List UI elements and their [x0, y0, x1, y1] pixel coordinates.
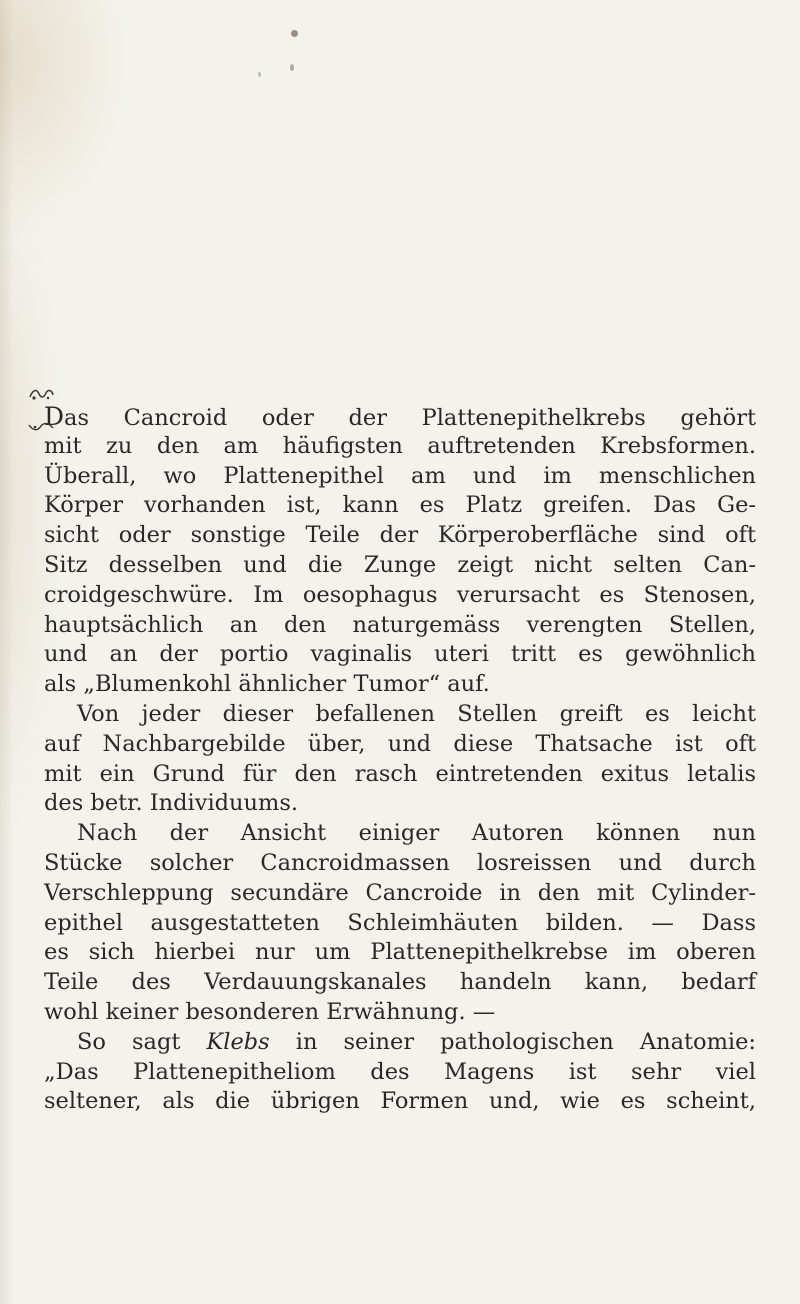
paper-speck: [290, 64, 294, 71]
text-line: Überall, wo Plattenepithel am und im menschlichen: [44, 462, 756, 489]
text-line: mit zu den am häufigsten auftretenden Krebsformen.: [44, 432, 756, 459]
ornament-icon: [28, 387, 54, 401]
line-text: as Cancroid oder der Plattenepithelkrebs gehört: [64, 405, 756, 431]
text-line: Körper vorhanden ist, kann es Platz greifen. Das Ge-: [44, 492, 756, 519]
text-line: „Das Plattenepitheliom des Magens ist sehr viel: [44, 1058, 756, 1085]
body-text: [44, 402, 756, 1117]
text-line: Sitz desselben und die Zunge zeigt nicht selten Can-: [44, 551, 756, 578]
text-line: des betr. Individuums.: [44, 790, 299, 817]
text-line: croidgeschwüre. Im oesophagus verursacht es Stenosen,: [44, 581, 756, 608]
paper-speck: [291, 30, 298, 37]
text-line: sicht oder sonstige Teile der Körperoberfläche sind oft: [44, 522, 756, 549]
author-name: Klebs: [206, 1028, 270, 1055]
text-line: wohl keiner besonderen Erwähnung. —: [44, 998, 496, 1025]
drop-initial: D: [44, 402, 65, 431]
text-line: seltener, als die übrigen Formen und, wie es scheint,: [44, 1088, 756, 1115]
text-line: Von jeder dieser befallenen Stellen greift es leicht: [77, 700, 756, 727]
text-line: [44, 402, 756, 432]
line-text: in seiner pathologischen Anatomie:: [269, 1028, 756, 1055]
text-line: Nach der Ansicht einiger Autoren können nun: [77, 820, 756, 847]
text-line: es sich hierbei nur um Plattenepithelkrebse im oberen: [44, 939, 756, 966]
line-text: So sagt: [77, 1028, 207, 1055]
text-line: auf Nachbargebilde über, und diese Thatsache ist oft: [44, 730, 756, 757]
text-line: mit ein Grund für den rasch eintretenden exitus letalis: [44, 760, 756, 787]
paper-speck: [258, 72, 261, 77]
text-line: [44, 1028, 756, 1058]
text-line: Stücke solcher Cancroidmassen losreissen und durch: [44, 849, 756, 876]
ornament-icon: [27, 422, 55, 432]
decorated-initial: [44, 402, 64, 434]
text-line: und an der portio vaginalis uteri tritt es gewöhnlich: [44, 641, 756, 668]
text-line: hauptsächlich an den naturgemäss verengten Stellen,: [44, 611, 756, 638]
text-line: Verschleppung secundäre Cancroide in den mit Cylinder-: [44, 879, 756, 906]
text-line: Teile des Verdauungskanales handeln kann, bedarf: [44, 969, 756, 996]
text-line: epithel ausgestatteten Schleimhäuten bilden. — Dass: [44, 909, 756, 936]
text-line: als „Blumenkohl ähnlicher Tumor“ auf.: [44, 671, 490, 698]
